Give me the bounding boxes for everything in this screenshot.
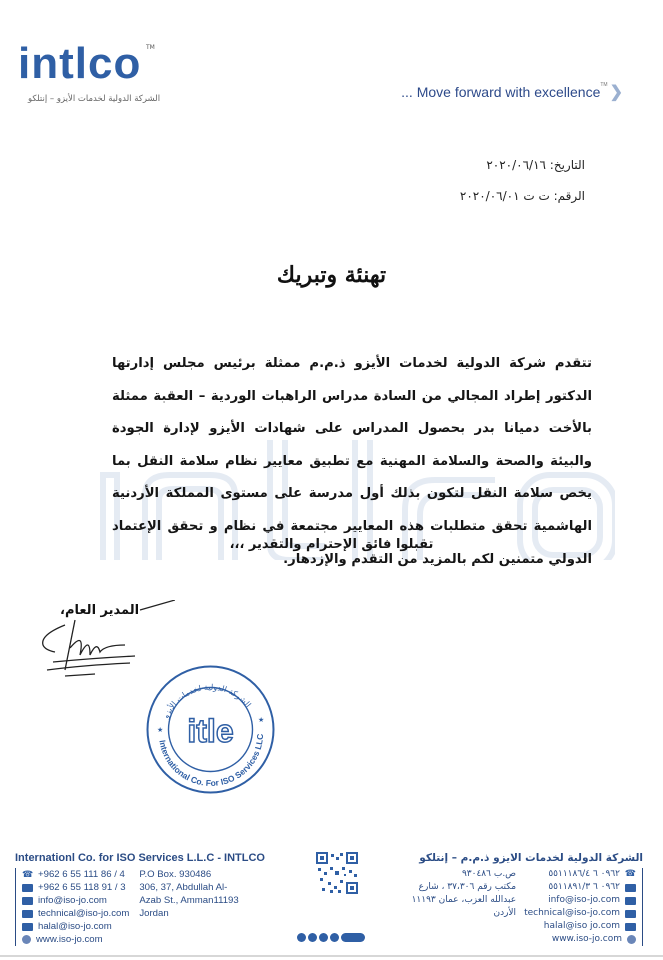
contact-email-info[interactable] <box>524 894 636 907</box>
logo-wordmark: intlco <box>18 39 142 88</box>
address-line: مكتب رقم ٣٧،٣٠٦ ، شارع <box>418 882 517 892</box>
contact-email-halal[interactable] <box>22 920 129 933</box>
footer-arabic <box>393 852 643 946</box>
stamp-arabic-text: الشركة الدولية لخدمات الأيزو <box>161 682 253 720</box>
website-url: www.iso-jo.com <box>551 934 622 944</box>
globe-icon <box>22 935 31 944</box>
phone-number: ٠٩٦٢ ٦ ٥٥١١١٨٦/٤ <box>548 869 620 879</box>
address-line: عبدالله العزب، عمان ١١١٩٣ <box>411 895 517 905</box>
phone-icon: ☎ <box>624 869 636 879</box>
date-label: التاريخ: <box>549 158 585 172</box>
linkedin-icon[interactable] <box>297 933 306 942</box>
address-line: 306, 37, Abdullah Al- <box>139 882 228 893</box>
company-stamp <box>143 662 278 797</box>
stamp-english-text: International Co. For ISO Services LLC <box>157 733 266 789</box>
contact-fax[interactable] <box>524 881 636 894</box>
mail-icon <box>22 910 33 918</box>
signatory-title: المدير العام، <box>60 603 140 618</box>
fax-number: ٠٩٦٢ ٦ ٥٥١١٨٩١/٣ <box>548 882 620 892</box>
footer-english <box>15 852 265 946</box>
facebook-icon[interactable] <box>308 933 317 942</box>
reference-value: ت ت ٢٠٢٠/٠٦/٠١ <box>459 189 550 203</box>
fax-number: +962 6 55 118 91 / 3 <box>38 882 126 893</box>
globe-icon <box>627 935 636 944</box>
address-line: الأردن <box>493 908 517 918</box>
date-value: ٢٠٢٠/٠٦/١٦ <box>486 158 546 172</box>
footer-company-name: Internationl Co. for ISO Services L.L.C - INTLCO <box>15 852 265 864</box>
tagline-trademark: TM <box>600 82 608 88</box>
address-line: Jordan <box>139 908 169 919</box>
phone-icon: ☎ <box>22 869 34 879</box>
reference-line <box>460 189 585 203</box>
email-address: technical@iso-jo.com <box>38 908 130 919</box>
reference-label: الرقم: <box>553 189 585 203</box>
address-line: P.O Box. 930486 <box>139 869 212 880</box>
tagline-text: ... Move forward with excellence <box>401 84 601 100</box>
address-line: Azab St., Amman11193 <box>139 895 239 906</box>
contact-phone[interactable] <box>524 868 636 881</box>
letter-body: تتقدم شركة الدولية لخدمات الأيزو ذ.م.م ممثلة برئيس مجلس إدارتها الدكتور إطراد المجالي من السادة مدراس الراهبات الوردية – العقبة ممثلة بالأخت دميانا بدر بحصول المدراس على شهادات الأيزو لإدارة الجودة والبيئة والصحة والسلامة المهنية مع تطبيق معايير نظام سلامة النقل بما يخص سلامة النقل لتكون بذلك أول مدرسة على مستوى المملكة الأردنية الهاشمية تحقق متطلبات هذه المعايير مجتمعة في نظام و تحقق الإعتماد الدولي متمنين لكم بالمزيد من التقدم والإزدهار. <box>112 356 592 567</box>
logo-trademark: TM <box>146 44 155 51</box>
whatsapp-icon[interactable] <box>341 933 365 942</box>
contact-email-info[interactable] <box>22 894 129 907</box>
closing-line: تقبلوا فائق الإحترام والتقدير ،،، <box>229 537 434 552</box>
email-address: info@iso-jo.com <box>38 895 107 906</box>
social-links <box>297 933 365 942</box>
chevron-right-icon: ❯ <box>609 84 623 101</box>
footer-company-name-arabic: الشركة الدولية لخدمات الايزو ذ.م.م – إنتلكو <box>419 852 643 864</box>
footer-divider <box>0 955 663 957</box>
contact-website[interactable] <box>524 933 636 946</box>
email-address: halal@iso-jo.com <box>38 921 112 932</box>
star-icon: ★ <box>258 716 265 724</box>
phone-number: +962 6 55 111 86 / 4 <box>38 869 125 880</box>
star-icon: ★ <box>157 726 164 734</box>
twitter-icon[interactable] <box>330 933 339 942</box>
email-address: technical@iso-jo.com <box>524 908 620 918</box>
footer-address <box>139 868 238 946</box>
mail-icon <box>625 910 636 918</box>
mail-icon <box>625 923 636 931</box>
email-address: info@iso-jo.com <box>548 895 620 905</box>
address-line: ص.ب ٩٣٠٤٨٦ <box>461 869 517 879</box>
fax-icon <box>22 884 33 892</box>
contact-email-halal[interactable] <box>524 920 636 933</box>
logo-arabic-name: الشركة الدولية لخدمات الأيزو – إنتلكو <box>28 94 161 104</box>
website-url: www.iso-jo.com <box>36 934 103 945</box>
email-address: halal@iso jo.com <box>543 921 620 931</box>
contact-website[interactable] <box>22 933 129 946</box>
footer-contact-list <box>15 868 129 946</box>
letter-title: تهنئة وتبريك <box>276 262 387 288</box>
mail-icon <box>22 923 33 931</box>
mail-icon <box>625 897 636 905</box>
qr-code[interactable] <box>316 852 358 894</box>
instagram-icon[interactable] <box>319 933 328 942</box>
fax-icon <box>625 884 636 892</box>
contact-email-technical[interactable] <box>524 907 636 920</box>
mail-icon <box>22 897 33 905</box>
footer-contact-list-arabic <box>524 868 643 946</box>
date-line <box>486 158 585 172</box>
company-logo <box>18 39 161 112</box>
contact-email-technical[interactable] <box>22 907 129 920</box>
contact-fax[interactable] <box>22 881 129 894</box>
footer-address-arabic <box>412 868 516 946</box>
tagline <box>401 82 623 102</box>
contact-phone[interactable] <box>22 868 129 881</box>
stamp-center-logo: itle <box>187 713 234 749</box>
